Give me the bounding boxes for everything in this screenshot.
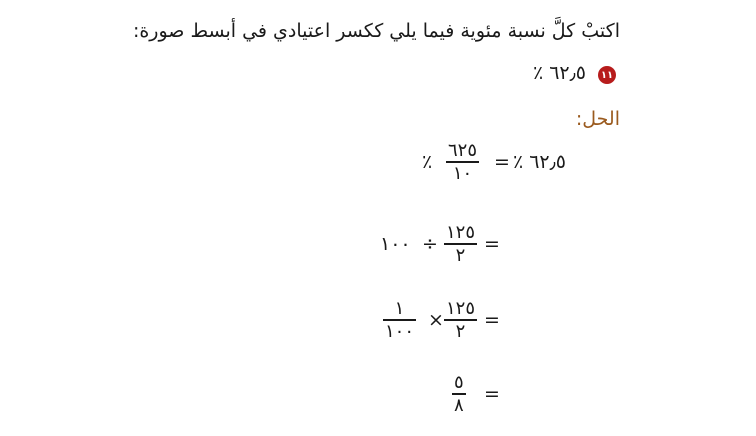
step-2-fraction <box>444 222 477 266</box>
step-3-multiply-operator: × <box>428 309 444 331</box>
instruction-text: اكتبْ كلَّ نسبة مئوية فيما يلي ككسر اعتيادي في أبسط صورة: <box>132 20 620 42</box>
step-3-numerator: ١٢٥ <box>446 298 476 319</box>
problem-value: ٦٢٫٥ ٪ <box>532 62 586 84</box>
step-1-lhs: ٦٢٫٥ ٪ <box>512 151 566 173</box>
step-1-equals: = <box>494 151 510 173</box>
step-3-denominator: ٢ <box>455 320 466 342</box>
step-4-fraction <box>452 372 466 416</box>
step-4-equals: = <box>484 383 500 405</box>
step-3-fraction <box>444 298 477 342</box>
step-3-fraction-2-numerator: ١ <box>394 298 405 319</box>
step-3-equals: = <box>484 309 500 331</box>
step-3-fraction-2-denominator: ١٠٠ <box>385 320 415 342</box>
step-1-numerator: ٦٢٥ <box>448 140 478 161</box>
step-2-equals: = <box>484 233 500 255</box>
step-2-operand: ١٠٠ <box>380 233 411 255</box>
solution-label: الحل: <box>575 108 620 130</box>
step-1-denominator: ١٠ <box>452 162 473 184</box>
step-2-denominator: ٢ <box>455 244 466 266</box>
step-4-denominator: ٨ <box>454 394 464 416</box>
step-2-divide-operator: ÷ <box>422 233 438 255</box>
step-3-fraction-2 <box>383 298 416 342</box>
step-4-numerator: ٥ <box>454 372 464 393</box>
problem-number-badge: ١١ <box>598 66 616 84</box>
step-2-numerator: ١٢٥ <box>446 222 476 243</box>
step-1-percent-sign: ٪ <box>422 151 433 173</box>
step-1-fraction <box>446 140 479 184</box>
